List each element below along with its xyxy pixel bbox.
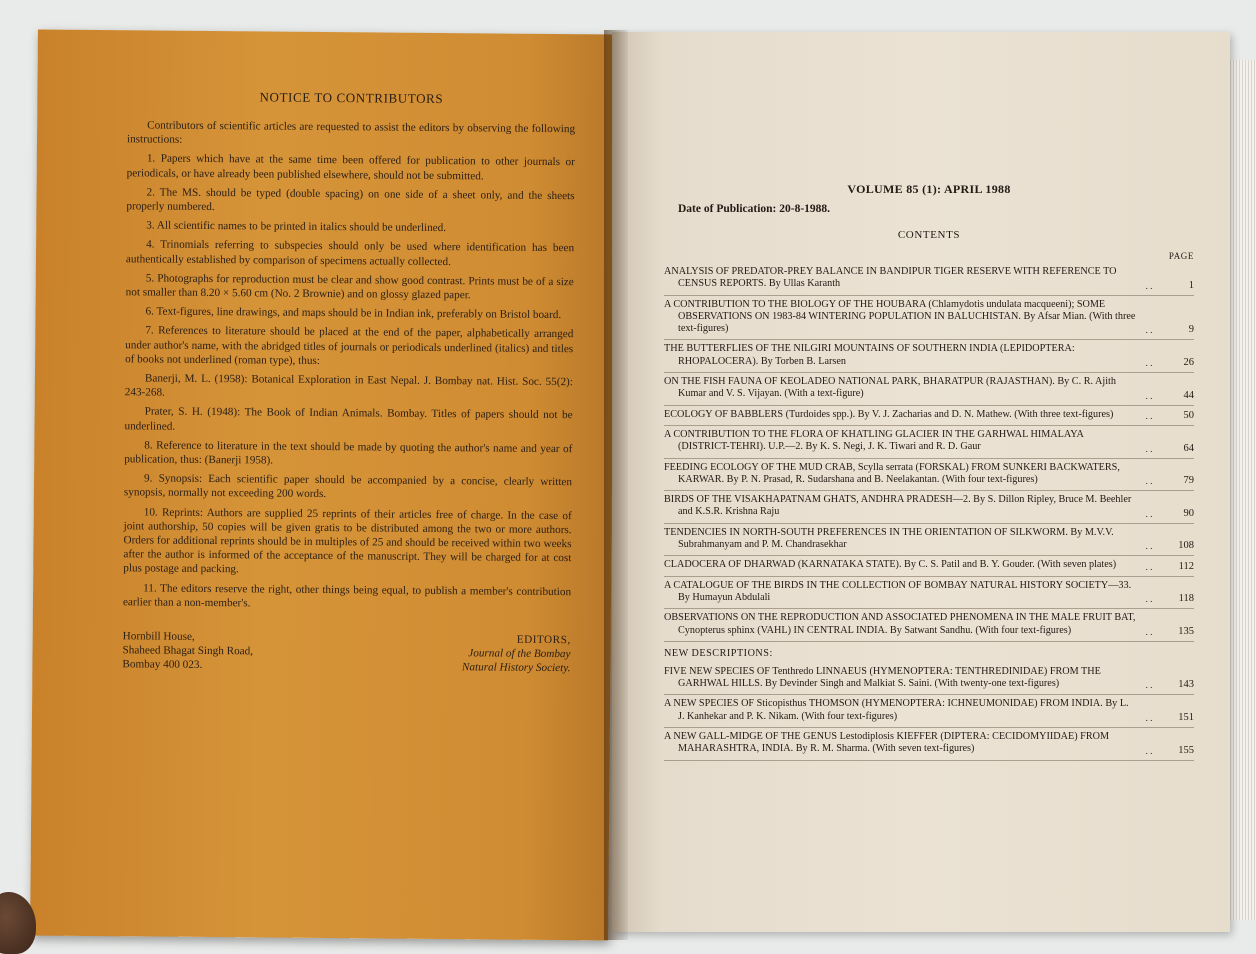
toc-entry-page: 9 xyxy=(1188,324,1194,336)
toc-entry-page: 79 xyxy=(1183,475,1194,487)
toc-entry-page: 135 xyxy=(1178,625,1194,637)
toc-leader-dots: . . xyxy=(1145,358,1153,369)
right-page-contents xyxy=(612,32,1230,932)
notice-item: 1. Papers which have at the same time been offered for publication to other journals or periodicals, or have already been published elsewhere, should not be submitted. xyxy=(126,152,575,182)
editors-signature xyxy=(462,632,571,675)
toc-entry-title: ECOLOGY OF BABBLERS (Turdoides spp.). By V. J. Zacharias and D. N. Mathew. (With three text-figures) xyxy=(664,408,1114,420)
toc-leader-dots: . . xyxy=(1145,541,1153,552)
toc-leader-dots: . . xyxy=(1145,280,1153,291)
toc-leader-dots: . . xyxy=(1145,626,1153,637)
notice-title: NOTICE TO CONTRIBUTORS xyxy=(259,89,444,107)
toc-entry-page: 64 xyxy=(1183,442,1194,454)
notice-item: 9. Synopsis: Each scientific paper should be accompanied by a concise, clearly written synopsis, normally not exceeding 200 words. xyxy=(123,472,573,501)
toc-entry-page: 44 xyxy=(1183,389,1194,401)
toc-leader-dots: . . xyxy=(1145,443,1153,454)
toc-entry-title: BIRDS OF THE VISAKHAPATNAM GHATS, ANDHRA PRADESH—2. By S. Dillon Ripley, Bruce M. Beehler and K.S.R. Krishna Raju xyxy=(664,494,1132,518)
notice-item: 8. Reference to literature in the text should be made by quoting the author's name and year of publication, thus: (Banerji 1958). xyxy=(124,439,573,467)
toc-entry-page: 118 xyxy=(1178,593,1194,605)
toc-entry xyxy=(664,728,1194,761)
volume-heading: VOLUME 85 (1): APRIL 1988 xyxy=(847,182,1011,196)
new-descriptions-heading: NEW DESCRIPTIONS: xyxy=(664,647,773,659)
journal-name-line: Journal of the Bombay xyxy=(468,647,571,661)
new-descriptions-list xyxy=(664,663,1194,761)
contents-heading: CONTENTS xyxy=(897,229,961,241)
toc-entry-page: 151 xyxy=(1178,712,1194,724)
toc-entry-title: OBSERVATIONS ON THE REPRODUCTION AND ASSOCIATED PHENOMENA IN THE MALE FRUIT BAT, Cynopterus sphinx (VAHL) IN CENTRAL INDIA. By Satwant Sandhu. (With four text-figures) xyxy=(664,612,1136,636)
toc-entry xyxy=(664,556,1194,576)
address-line: Bombay 400 023. xyxy=(122,658,203,672)
toc-entry-title: FIVE NEW SPECIES OF Tenthredo LINNAEUS (HYMENOPTERA: TENTHREDINIDAE) FROM THE GARHWAL HILLS. By Devinder Singh and Malkiat S. Saini. (With twenty-one text-figures) xyxy=(664,665,1101,690)
toc-leader-dots: . . xyxy=(1145,508,1153,519)
toc-entry-title: CLADOCERA OF DHARWAD (KARNATAKA STATE). By C. S. Patil and B. Y. Gouder. (With seven plates) xyxy=(664,559,1117,571)
toc-entry-page: 1 xyxy=(1188,279,1194,291)
journal-name-line: Natural History Society. xyxy=(461,661,571,675)
notice-body xyxy=(123,118,575,613)
notice-item: 3. All scientific names to be printed in italics should be underlined. xyxy=(146,219,447,235)
toc-entry-title: A CATALOGUE OF THE BIRDS IN THE COLLECTION OF BOMBAY NATURAL HISTORY SOCIETY—33. By Humayun Abdulali xyxy=(664,579,1132,603)
editors-label: EDITORS, xyxy=(516,633,571,647)
notice-item: 10. Reprints: Authors are supplied 25 reprints of their articles free of charge. In the case of joint authorship, 50 copies will be given gratis to be distributed among the two or more authors. Orders for additional reprints should be in multiples of 25 and should be received within two weeks after the author is informed of the acceptance of the manuscript. They will be charged for at cost plus postage and packing. xyxy=(123,506,572,576)
toc-entry-title: ON THE FISH FAUNA OF KEOLADEO NATIONAL PARK, BHARATPUR (RAJASTHAN). By C. R. Ajith Kumar and V. S. Vijayan. (With a text-figure) xyxy=(664,376,1116,400)
toc-leader-dots: . . xyxy=(1145,713,1153,724)
toc-entry xyxy=(664,663,1194,696)
toc-entry xyxy=(664,340,1194,373)
toc-leader-dots: . . xyxy=(1145,476,1153,487)
society-address xyxy=(122,629,253,672)
notice-item: 11. The editors reserve the right, other things being equal, to publish a member's contribution earlier than a non-member's. xyxy=(122,582,572,610)
toc-entry-page: 112 xyxy=(1178,560,1194,572)
book-spine-shadow xyxy=(604,30,628,940)
toc-leader-dots: . . xyxy=(1145,325,1153,336)
toc-leader-dots: . . xyxy=(1145,390,1153,401)
toc-entry xyxy=(664,491,1194,524)
signature-block xyxy=(122,629,570,675)
toc-entry xyxy=(664,373,1194,406)
toc-entry xyxy=(664,459,1194,492)
toc-entry xyxy=(664,426,1194,459)
toc-entry-title: TENDENCIES IN NORTH-SOUTH PREFERENCES IN THE ORIENTATION OF SILKWORM. By M.V.V. Subrahmanyam and P. M. Chandrasekhar xyxy=(664,526,1114,551)
toc-entry-title: A NEW GALL-MIDGE OF THE GENUS Lestodiplosis KIEFFER (DIPTERA: CECIDOMYIIDAE) FROM MAHARASHTRA, INDIA. By R. M. Sharma. (With seven text-figures) xyxy=(664,731,1110,755)
toc-leader-dots: . . xyxy=(1145,410,1153,421)
toc-entry-title: THE BUTTERFLIES OF THE NILGIRI MOUNTAINS OF SOUTHERN INDIA (LEPIDOPTERA: RHOPALOCERA). By Torben B. Larsen xyxy=(664,343,1075,367)
notice-intro: Contributors of scientific articles are requested to assist the editors by observing the following instructions: xyxy=(126,119,576,146)
toc-entry xyxy=(664,296,1194,341)
toc-entry-page: 155 xyxy=(1178,744,1194,756)
toc-entry xyxy=(664,524,1194,557)
notice-item: 4. Trinomials referring to subspecies should only be used where identification has been authentically established by comparison of specimens actually collected. xyxy=(125,238,575,268)
address-line: Shaheed Bhagat Singh Road, xyxy=(122,644,254,658)
toc-entry xyxy=(664,406,1194,426)
toc-entry-title: A NEW SPECIES OF Sticopisthus THOMSON (HYMENOPTERA: ICHNEUMONIDAE) FROM INDIA. By L. J. Kanhekar and P. K. Nikam. (With four text-figures) xyxy=(664,698,1129,722)
left-page-notice xyxy=(30,29,616,940)
toc-entry-page: 108 xyxy=(1178,540,1194,552)
notice-item: 2. The MS. should be typed (double spacing) on one side of a sheet only, and the sheets properly numbered. xyxy=(126,186,575,214)
reference-example: Prater, S. H. (1948): The Book of Indian Animals. Bombay. Titles of papers should not be underlined. xyxy=(124,405,573,433)
toc-leader-dots: . . xyxy=(1145,680,1153,691)
toc-leader-dots: . . xyxy=(1145,561,1153,572)
toc-entry-title: A CONTRIBUTION TO THE FLORA OF KHATLING GLACIER IN THE GARHWAL HIMALAYA (DISTRICT-TEHRI). U.P.—2. By K. S. Negi, J. K. Tiwari and R. D. Gaur xyxy=(664,428,1084,453)
toc-entry xyxy=(664,695,1194,728)
publication-date: Date of Publication: 20-8-1988. xyxy=(678,203,831,215)
reference-example: Banerji, M. L. (1958): Botanical Exploration in East Nepal. J. Bombay nat. Hist. Soc. 55(2): 243-268. xyxy=(124,372,573,399)
toc-entry-page: 90 xyxy=(1183,507,1194,519)
toc-entry-title: ANALYSIS OF PREDATOR-PREY BALANCE IN BANDIPUR TIGER RESERVE WITH REFERENCE TO CENSUS REPORTS. By Ullas Karanth xyxy=(664,266,1117,290)
toc-entry-page: 26 xyxy=(1183,357,1194,369)
toc-entry-page: 143 xyxy=(1178,679,1194,691)
page-column-heading: PAGE xyxy=(1168,251,1194,261)
toc-entry xyxy=(664,263,1194,296)
toc-entry-title: FEEDING ECOLOGY OF THE MUD CRAB, Scylla serrata (FORSKAL) FROM SUNKERI BACKWATERS, KARWAR. By P. N. Prasad, R. Sudarshana and B. Neelakantan. (With four text-figures) xyxy=(664,461,1120,485)
table-of-contents xyxy=(664,263,1194,642)
address-line: Hornbill House, xyxy=(122,630,195,643)
notice-item: 5. Photographs for reproduction must be clear and show good contrast. Prints must be of a size not smaller than 8.20 × 5.60 cm (No. 2 Brownie) and on glossy glazed paper. xyxy=(125,272,574,302)
notice-item: 7. References to literature should be placed at the end of the paper, alphabetically arranged under author's name, with the abridged titles of journals or periodicals underlined (italics) and titles of books not underlined (roman type), thus: xyxy=(125,324,574,367)
toc-entry xyxy=(664,609,1194,642)
toc-entry-title: A CONTRIBUTION TO THE BIOLOGY OF THE HOUBARA (Chlamydotis undulata macqueeni); SOME OBSERVATIONS ON 1983-84 WINTERING POPULATION IN BALUCHISTAN. By Afsar Mian. (With three text-figures) xyxy=(664,298,1136,335)
toc-leader-dots: . . xyxy=(1145,594,1153,605)
toc-entry xyxy=(664,577,1194,610)
notice-item: 6. Text-figures, line drawings, and maps should be in Indian ink, preferably on Bristol board. xyxy=(145,305,562,322)
toc-entry-page: 50 xyxy=(1183,409,1194,421)
toc-leader-dots: . . xyxy=(1145,745,1153,756)
